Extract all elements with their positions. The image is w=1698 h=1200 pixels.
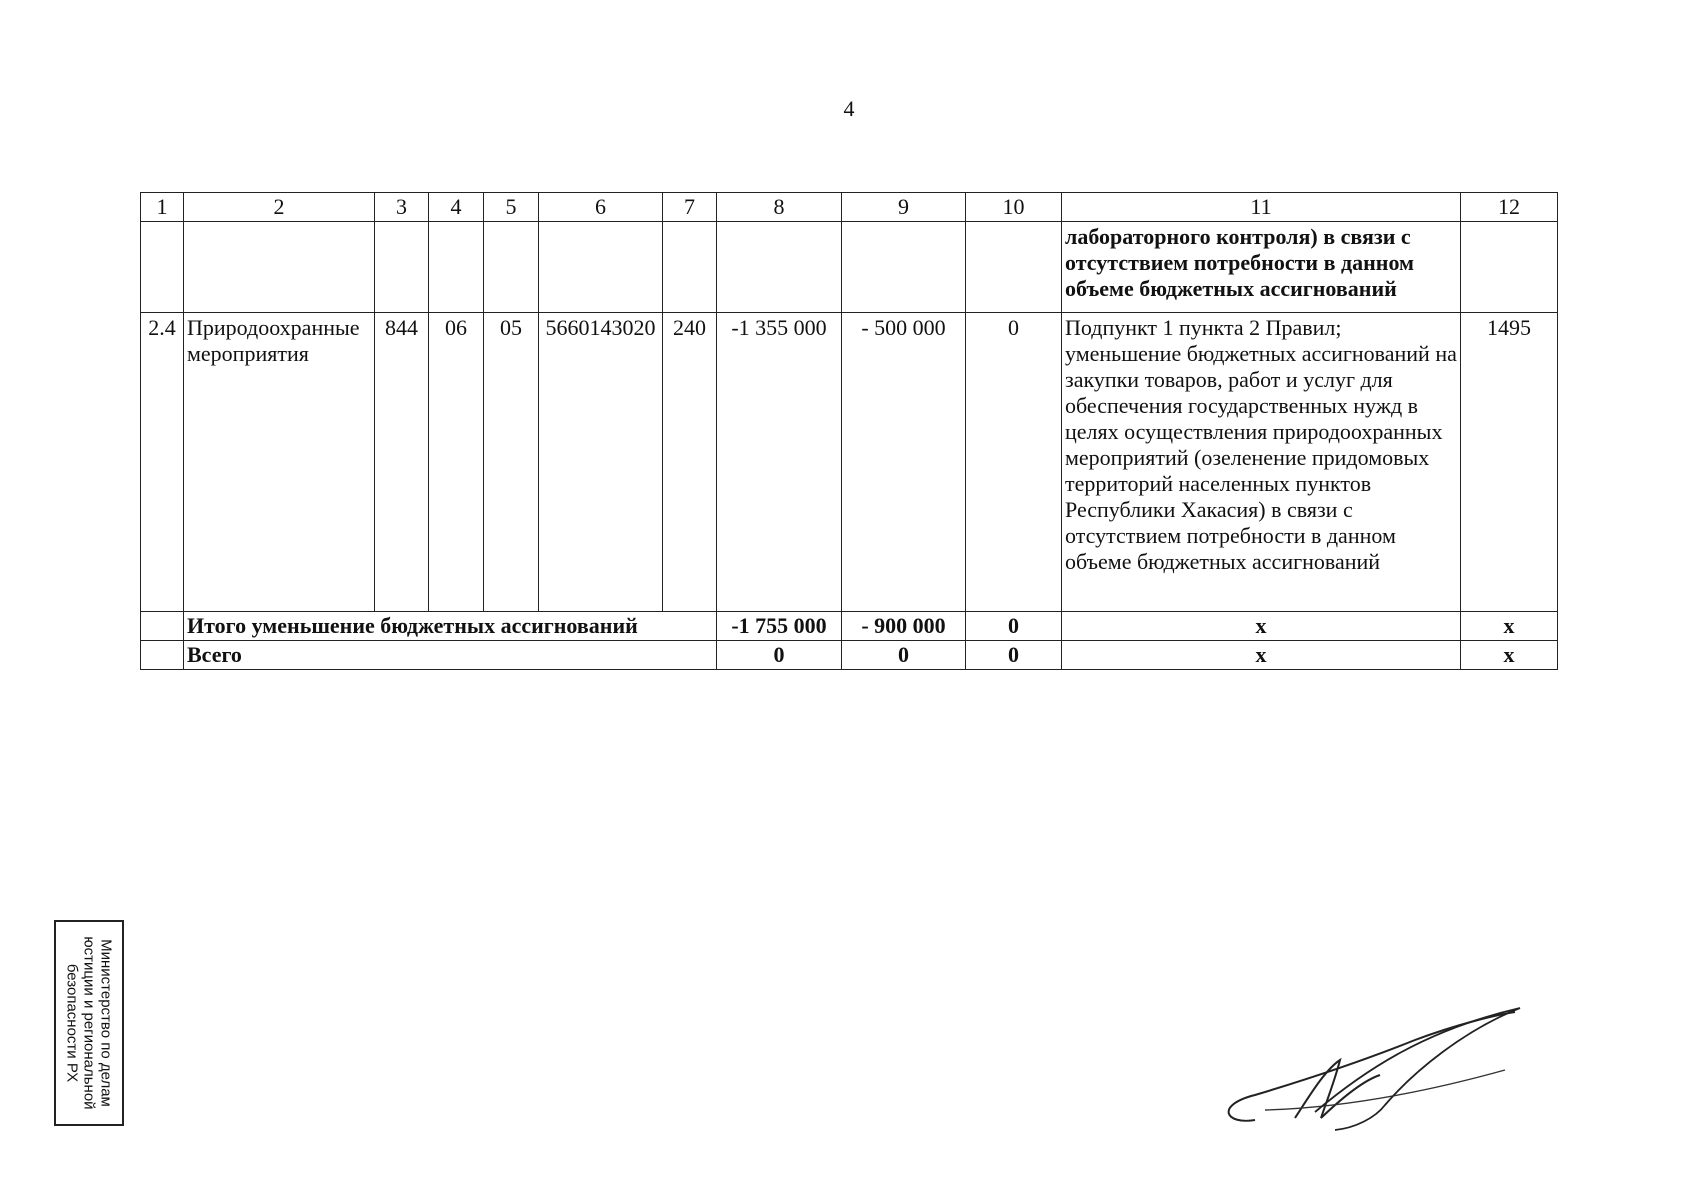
note-cell: Подпункт 1 пункта 2 Правил; уменьшение бюджетных ассигнований на закупки товаров, работ и услуг для обеспечения государственных нужд в целях осуществления природоохранных мероприятий (озеленение придомовых территорий населенных пунктов Республики Хакасия) в связи с отсутствием потребности в данном объеме бюджетных ассигнований [1062,313,1461,612]
empty-cell [539,222,663,313]
amount-cell: 0 [966,641,1062,670]
empty-cell [842,222,966,313]
header-cell: 11 [1062,193,1461,222]
amount-cell: -1 755 000 [717,612,842,641]
empty-cell [429,222,484,313]
stamp-text [64,925,115,1121]
header-cell: 5 [484,193,539,222]
empty-cell [184,222,375,313]
x-cell: x [1062,612,1461,641]
code-cell: 240 [663,313,717,612]
header-cell: 6 [539,193,663,222]
header-cell: 2 [184,193,375,222]
empty-cell [1461,222,1558,313]
signature [1215,1000,1525,1140]
empty-cell [484,222,539,313]
header-cell: 10 [966,193,1062,222]
table-row [141,313,1558,612]
grand-total-row [141,641,1558,670]
code-cell: 844 [375,313,429,612]
header-cell: 9 [842,193,966,222]
empty-cell [141,222,184,313]
code-cell: 05 [484,313,539,612]
number-cell: 1495 [1461,313,1558,612]
empty-cell [663,222,717,313]
note-cell: лабораторного контроля) в связи с отсутствием потребности в данном объеме бюджетных ассигнований [1062,222,1461,313]
item-name: Природоохранные мероприятия [184,313,375,612]
header-cell: 12 [1461,193,1558,222]
empty-cell [375,222,429,313]
stamp-line: безопасности РХ [63,963,81,1083]
total-label: Итого уменьшение бюджетных ассигнований [184,612,717,641]
x-cell: x [1461,641,1558,670]
stamp-line: Министерство по делам [97,939,115,1107]
empty-cell [717,222,842,313]
stamp-line: юстиции и региональной [80,936,98,1110]
amount-cell: 0 [842,641,966,670]
page-number: 4 [843,96,855,121]
header-cell: 7 [663,193,717,222]
empty-cell [141,612,184,641]
row-number: 2.4 [141,313,184,612]
amount-cell: 0 [966,612,1062,641]
amount-cell: - 900 000 [842,612,966,641]
total-label: Всего [184,641,717,670]
code-cell: 06 [429,313,484,612]
budget-table [140,192,1558,670]
empty-cell [966,222,1062,313]
empty-cell [141,641,184,670]
amount-cell: 0 [717,641,842,670]
x-cell: x [1062,641,1461,670]
header-cell: 3 [375,193,429,222]
ministry-stamp [54,920,124,1126]
amount-cell: 0 [966,313,1062,612]
continuation-row [141,222,1558,313]
header-cell: 8 [717,193,842,222]
header-cell: 4 [429,193,484,222]
header-row [141,193,1558,222]
x-cell: x [1461,612,1558,641]
amount-cell: -1 355 000 [717,313,842,612]
amount-cell: - 500 000 [842,313,966,612]
code-cell: 5660143020 [539,313,663,612]
header-cell: 1 [141,193,184,222]
total-decrease-row [141,612,1558,641]
